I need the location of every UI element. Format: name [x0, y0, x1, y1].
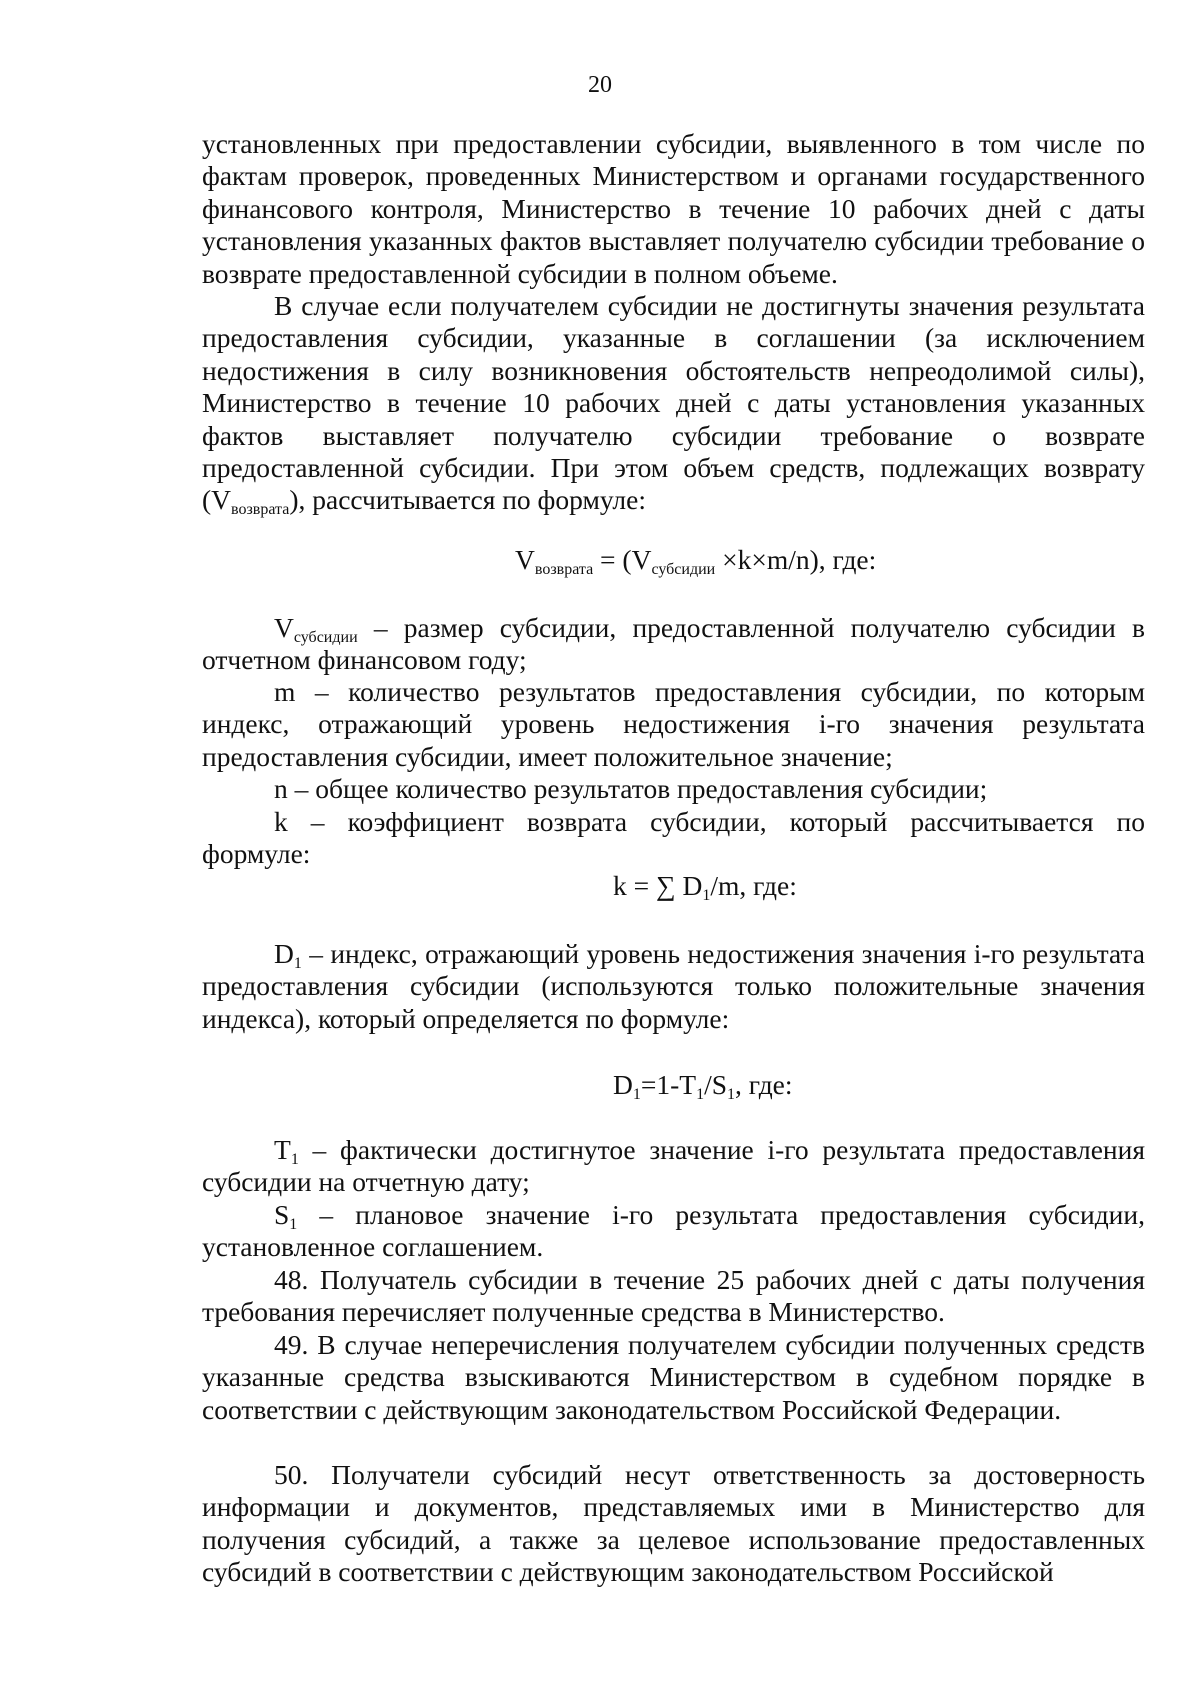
paragraph-48: 48. Получатель субсидии в течение 25 рабочих дней с даты получения требования перечисляет полученные средства в Министерство. [202, 1264, 1145, 1328]
formula-d: $D_1=1-T_1/S_1$, где: [613, 1069, 793, 1103]
definition-v-subsidy: $V_{субсидии}$ – размер субсидии, предоставленной получателю субсидии в отчетном финансовом году; [202, 612, 1145, 676]
definition-t: $T_1$ – фактически достигнутое значение i-го результата предоставления субсидии на отчетную дату; [202, 1134, 1145, 1198]
definition-m: m – количество результатов предоставления субсидии, по которым индекс, отражающий уровень недостижения i-го значения результата предоставления субсидии, имеет положительное значение; [202, 676, 1145, 772]
page-number: 20 [588, 72, 612, 98]
definition-d: $D_1$ – индекс, отражающий уровень недостижения значения i-го результата предоставления субсидии (используются только положительные значения индекса), который определяется по формуле: [202, 938, 1145, 1034]
formula-return-volume: $V_{возврата} = (V_{субсидии} \times k\times m/n)$, где: [515, 544, 877, 578]
definition-s: $S_1$ – плановое значение i-го результата предоставления субсидии, установленное соглашением. [202, 1199, 1145, 1263]
paragraph-49: 49. В случае неперечисления получателем субсидии полученных средств указанные средства взыскиваются Министерством в судебном порядке в соответствии с действующим законодательством Российской Федерации. [202, 1329, 1145, 1425]
paragraph-50: 50. Получатели субсидий несут ответственность за достоверность информации и документов, представляемых ими в Министерство для получения субсидий, а также за целевое использование предоставленных субсидий в соответствии с действующим законодательством Российской [202, 1459, 1145, 1588]
definition-k: k – коэффициент возврата субсидии, который рассчитывается по формуле: [202, 806, 1145, 870]
formula-k: k = ∑ $D_1/m$, где: [613, 870, 797, 904]
paragraph-return-full: установленных при предоставлении субсидии, выявленного в том числе по фактам проверок, проведенных Министерством и органами государственного финансового контроля, Министерство в течение 10 рабочих дней с даты установления указанных фактов выставляет получателю субсидии требование о возврате предоставленной субсидии в полном объеме. [202, 128, 1145, 289]
definition-n: n – общее количество результатов предоставления субсидии; [274, 773, 988, 804]
paragraph-return-partial: В случае если получателем субсидии не достигнуты значения результата предоставления субсидии, указанные в соглашении (за исключением недостижения в силу возникновения обстоятельств непреодолимой силы), Министерство в течение 10 рабочих дней с даты установления указанных фактов выставляет получателю субсидии требование о возврате предоставленной субсидии. При этом объем средств, подлежащих возврату $(V_{возврата})$, рассчитывается по формуле: [202, 290, 1145, 519]
